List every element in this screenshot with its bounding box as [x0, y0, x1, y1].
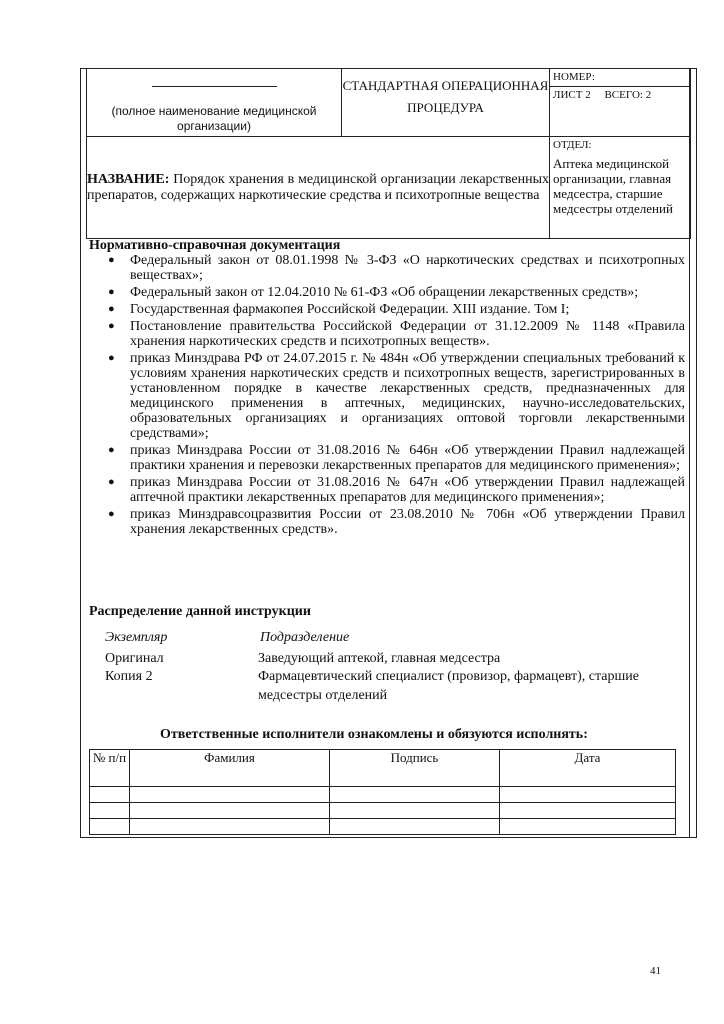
list-item: ● Федеральный закон от 12.04.2010 № 61-ФЗ «Об обращении лекарственных средств»; — [108, 285, 639, 300]
list-item: ● приказ Минздрава России от 31.08.2016 № 646н «Об утверждении Правил надлежащей практики хранения и перевозки лекарственных препаратов для медицинского применения»; — [108, 443, 685, 473]
name-text: Порядок хранения в медицинской организации лекарственных препаратов, содержащих наркотические средства и психотропные вещества — [87, 171, 549, 203]
total-label: ВСЕГО: 2 — [604, 89, 652, 101]
list-item: ● Федеральный закон от 08.01.1998 № 3-ФЗ «О наркотических средствах и психотропных веществах»; — [108, 253, 685, 283]
bullet-icon: ● — [108, 320, 115, 332]
sheet-info — [550, 87, 690, 104]
signature-table — [89, 749, 676, 835]
col-num-header: № п/п — [90, 750, 130, 787]
distribution-heading: Распределение данной инструкции — [89, 604, 311, 619]
distribution-col-unit: Подразделение — [260, 630, 350, 645]
normative-heading: Нормативно-справочная документация — [89, 238, 341, 253]
sheet-label: ЛИСТ 2 — [553, 89, 591, 101]
org-signature-line — [152, 86, 277, 87]
dept-cell — [550, 137, 691, 239]
name-label: НАЗВАНИЕ: — [87, 171, 170, 187]
list-item: ● приказ Минздрава России от 31.08.2016 № 647н «Об утверждении Правил надлежащей аптечной практики лекарственных препаратов для медицинского применения»; — [108, 475, 685, 505]
sop-title-cell — [342, 69, 550, 137]
number-label: НОМЕР: — [550, 69, 690, 87]
normative-list — [89, 253, 685, 537]
bullet-icon: ● — [108, 254, 115, 266]
dept-text: Аптека медицинской организации, главная медсестра, старшие медсестры отделений — [553, 156, 673, 216]
distribution-unit-original: Заведующий аптекой, главная медсестра — [258, 651, 501, 666]
list-item: ● приказ Минздрава РФ от 24.07.2015 г. № 484н «Об утверждении специальных требований к условиям хранения наркотических средств и психотропных веществ, зарегистрированных в установленном порядке в качестве лекарственных средств, предназначенных для медицинского применения в аптечных, медицинских, научно-исследовательских, образовательных организациях и организациях оптовой торговли лекарственными средствами»; — [108, 351, 685, 441]
distribution-copy-2: Копия 2 — [105, 669, 153, 684]
page-number: 41 — [650, 965, 661, 977]
bullet-icon: ● — [108, 476, 115, 488]
col-sign-header: Подпись — [330, 750, 500, 787]
bullet-icon: ● — [108, 352, 115, 364]
col-date-header: Дата — [500, 750, 676, 787]
sop-title-line1: СТАНДАРТНАЯ ОПЕРАЦИОННАЯ — [342, 78, 549, 93]
distribution-unit-2-line2: медсестры отделений — [258, 688, 388, 703]
list-item: ● приказ Минздравсоцразвития России от 23.08.2010 № 706н «Об утверждении Правил хранения лекарственных средств». — [108, 507, 685, 537]
bullet-icon: ● — [108, 508, 115, 520]
distribution-col-copy: Экземпляр — [105, 630, 168, 645]
table-row — [90, 803, 676, 819]
number-cell — [550, 69, 691, 137]
name-cell — [87, 137, 550, 239]
list-item: ● Государственная фармакопея Российской Федерации. XIII издание. Том I; — [108, 302, 570, 317]
dept-label: ОТДЕЛ: — [553, 139, 592, 151]
table-row — [90, 787, 676, 803]
responsible-heading: Ответственные исполнители ознакомлены и обязуются исполнять: — [160, 727, 588, 742]
bullet-icon: ● — [108, 286, 115, 298]
table-row — [90, 819, 676, 835]
normative-section — [89, 238, 685, 539]
distribution-unit-2-line1: Фармацевтический специалист (провизор, фармацевт), старшие — [258, 669, 639, 684]
bullet-icon: ● — [108, 444, 115, 456]
org-placeholder: (полное наименование медицинской организации) — [111, 104, 317, 133]
distribution-copy-original: Оригинал — [105, 651, 164, 666]
bullet-icon: ● — [108, 303, 115, 315]
col-name-header: Фамилия — [130, 750, 330, 787]
header-table — [86, 68, 691, 239]
org-cell — [87, 69, 342, 137]
sop-title-line2: ПРОЦЕДУРА — [407, 100, 484, 115]
list-item: ● Постановление правительства Российской Федерации от 31.12.2009 № 1148 «Правила хранения наркотических средств и психотропных веществ». — [108, 319, 685, 349]
